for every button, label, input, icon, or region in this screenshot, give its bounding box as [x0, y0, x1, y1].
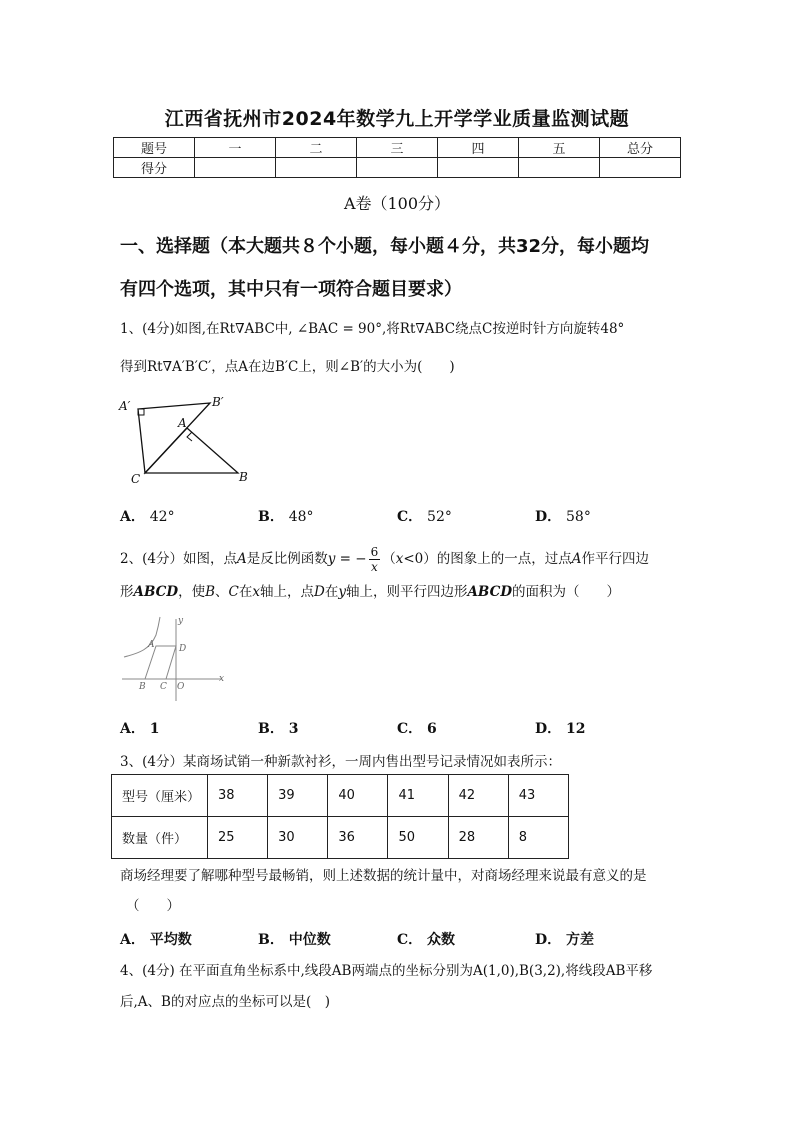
score-cell[interactable]	[276, 158, 357, 178]
fig-label-b: B	[139, 682, 146, 692]
table-row	[112, 775, 569, 817]
label-a: A	[178, 416, 187, 430]
q3-text-line3: （ ）	[126, 898, 180, 914]
label-b-prime: B′	[212, 395, 224, 409]
q3-option-c[interactable]: C． 众数	[397, 932, 456, 948]
q2-text-line2: 形ABCD，使B、C在x轴上，点D在y轴上，则平行四边形ABCD的面积为（ ）	[120, 584, 621, 600]
q2-option-b[interactable]: B． 3	[258, 721, 299, 737]
q4-text-line1: 4、(4分) 在平面直角坐标系中,线段AB两端点的坐标分别为A(1,0),B(3,2),将线段AB平移	[120, 963, 653, 979]
q1-option-a[interactable]: A． 42°	[120, 509, 175, 525]
fig-label-d: D	[179, 644, 187, 654]
q4-text-line2: 后,A、B的对应点的坐标可以是( )	[120, 994, 330, 1010]
score-header-cell: 三	[357, 138, 438, 158]
q2-option-c[interactable]: C． 6	[397, 721, 437, 737]
table-row	[112, 817, 569, 859]
table-cell: 40	[328, 775, 388, 817]
q1-text-line2: 得到Rt∇A′B′C′，点A在边B′C上，则∠B′的大小为( )	[120, 359, 455, 375]
page-title: 江西省抚州市2024年数学九上开学学业质量监测试题	[164, 108, 630, 130]
table-cell: 43	[508, 775, 568, 817]
q2-option-a[interactable]: A． 1	[120, 721, 160, 737]
q3-text-line2: 商场经理要了解哪种型号最畅销，则上述数据的统计量中，对商场经理来说最有意义的是	[120, 868, 647, 884]
score-table	[113, 137, 681, 178]
score-header-cell: 四	[438, 138, 519, 158]
score-cell[interactable]	[519, 158, 600, 178]
table-row	[114, 138, 681, 158]
q1-option-b[interactable]: B． 48°	[258, 509, 314, 525]
q1-text-line1: 1、(4分)如图,在Rt∇ABC中, ∠BAC = 90°,将Rt∇ABC绕点C按逆时针方向旋转48°	[120, 321, 625, 337]
score-header-cell: 二	[276, 138, 357, 158]
section-heading-line2: 有四个选项，其中只有一项符合题目要求）	[120, 279, 462, 300]
score-header-cell: 题号	[114, 138, 195, 158]
fig-label-o: O	[177, 682, 185, 692]
q1-option-d[interactable]: D． 58°	[535, 509, 591, 525]
table-cell: 8	[508, 817, 568, 859]
fig-label-x: x	[219, 674, 225, 684]
table-cell: 38	[208, 775, 268, 817]
volume-heading: A卷（100分）	[343, 194, 451, 213]
q2-text-line1: 2、(4分）如图，点A是反比例函数y = − $\frac{6}{x}$ （x<0）的图象上的一点，过点A作平行四边	[120, 545, 649, 574]
q3-text-line1: 3、(4分）某商场试销一种新款衬衫，一周内售出型号记录情况如表所示：	[120, 754, 561, 770]
parallelogram-abcd	[145, 646, 176, 679]
triangle-abc	[145, 428, 238, 473]
label-a-prime: A′	[119, 399, 131, 413]
q3-option-a[interactable]: A． 平均数	[120, 932, 192, 948]
table-cell: 39	[268, 775, 328, 817]
right-angle-mark-a	[187, 432, 192, 441]
table-cell: 36	[328, 817, 388, 859]
fig-label-a: A	[148, 640, 155, 650]
fig-label-c: C	[160, 682, 167, 692]
table-cell: 数量（件）	[112, 817, 208, 859]
score-cell: 得分	[114, 158, 195, 178]
score-header-cell: 一	[195, 138, 276, 158]
score-cell[interactable]	[195, 158, 276, 178]
table-cell: 30	[268, 817, 328, 859]
label-b: B	[239, 470, 248, 484]
score-header-cell: 总分	[600, 138, 681, 158]
sales-table	[111, 774, 569, 859]
table-row	[114, 158, 681, 178]
score-cell[interactable]	[438, 158, 519, 178]
fig-label-y: y	[178, 616, 184, 626]
q1-triangle-figure	[115, 393, 255, 488]
q2-option-d[interactable]: D． 12	[535, 721, 586, 737]
table-cell: 42	[448, 775, 508, 817]
table-cell: 41	[388, 775, 448, 817]
table-cell: 50	[388, 817, 448, 859]
score-cell[interactable]	[600, 158, 681, 178]
fraction: $\frac{6}{x}$	[370, 545, 379, 574]
table-cell: 28	[448, 817, 508, 859]
table-cell: 25	[208, 817, 268, 859]
score-header-cell: 五	[519, 138, 600, 158]
table-cell: 型号（厘米）	[112, 775, 208, 817]
q3-option-d[interactable]: D． 方差	[535, 932, 595, 948]
label-c: C	[131, 472, 141, 486]
q2-graph-figure	[118, 613, 228, 705]
q1-option-c[interactable]: C． 52°	[397, 509, 452, 525]
section-heading-line1: 一、选择题（本大题共８个小题，每小题４分，共32分，每小题均	[120, 236, 650, 257]
q3-option-b[interactable]: B． 中位数	[258, 932, 331, 948]
score-cell[interactable]	[357, 158, 438, 178]
